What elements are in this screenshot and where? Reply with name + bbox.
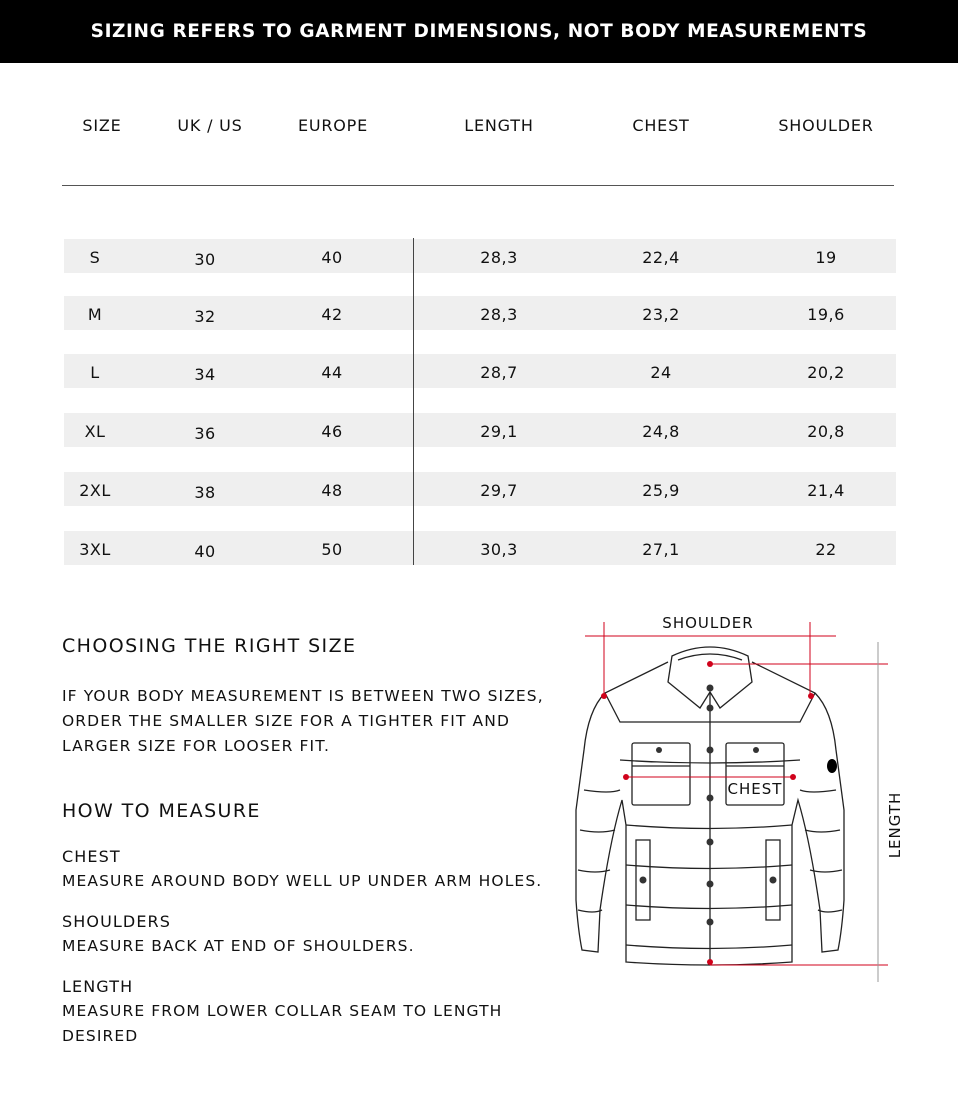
length-text (62, 999, 502, 1049)
cell-europe: 50 (321, 540, 343, 559)
chest-text: MEASURE AROUND BODY WELL UP UNDER ARM HOLES. (62, 872, 543, 890)
cell-size: XL (84, 422, 106, 441)
choosing-line: ORDER THE SMALLER SIZE FOR A TIGHTER FIT AND (62, 712, 510, 730)
shoulders-label: SHOULDERS (62, 912, 172, 931)
chest-label: CHEST (62, 847, 121, 866)
length-line: MEASURE FROM LOWER COLLAR SEAM TO LENGTH (62, 1002, 503, 1020)
header-uk-us: UK / US (177, 116, 243, 135)
cell-uk-us: 40 (194, 542, 216, 561)
how-to-measure-title: HOW TO MEASURE (62, 800, 261, 822)
cell-europe: 40 (321, 248, 343, 267)
cell-chest: 22,4 (642, 248, 680, 267)
cell-length: 28,3 (480, 305, 518, 324)
cell-uk-us: 34 (194, 365, 216, 384)
cell-chest: 25,9 (642, 481, 680, 500)
choosing-line: LARGER SIZE FOR LOOSER FIT. (62, 737, 330, 755)
shoulder-label: SHOULDER (662, 614, 754, 632)
cell-europe: 46 (321, 422, 343, 441)
left-chest-pocket (632, 743, 690, 805)
cell-length: 30,3 (480, 540, 518, 559)
cell-length: 28,7 (480, 363, 518, 382)
cell-shoulder: 21,4 (807, 481, 845, 500)
cell-uk-us: 36 (194, 424, 216, 443)
chest-label-diagram: CHEST (727, 780, 783, 798)
jacket-diagram (560, 600, 904, 1000)
choosing-text (62, 684, 544, 759)
cell-europe: 44 (321, 363, 343, 382)
cell-chest: 27,1 (642, 540, 680, 559)
header-divider (62, 185, 894, 186)
cell-size: 3XL (79, 540, 111, 559)
header-length: LENGTH (464, 116, 534, 135)
table-row (64, 472, 896, 506)
header-size: SIZE (82, 116, 122, 135)
cell-chest: 23,2 (642, 305, 680, 324)
cell-uk-us: 38 (194, 483, 216, 502)
table-row (64, 354, 896, 388)
cell-europe: 42 (321, 305, 343, 324)
cell-length: 28,3 (480, 248, 518, 267)
table-row (64, 296, 896, 330)
table-row (64, 413, 896, 447)
table-row (64, 239, 896, 273)
cell-shoulder: 19,6 (807, 305, 845, 324)
length-label: LENGTH (62, 977, 134, 996)
choosing-line: IF YOUR BODY MEASUREMENT IS BETWEEN TWO SIZES, (62, 687, 544, 705)
length-label-diagram: LENGTH (886, 791, 904, 859)
length-line: DESIRED (62, 1027, 139, 1045)
cell-size: L (90, 363, 100, 382)
cell-size: 2XL (79, 481, 111, 500)
header-shoulder: SHOULDER (778, 116, 874, 135)
choosing-title: CHOOSING THE RIGHT SIZE (62, 635, 357, 657)
cell-length: 29,1 (480, 422, 518, 441)
cell-shoulder: 22 (815, 540, 837, 559)
header-europe: EUROPE (297, 116, 369, 135)
cell-chest: 24,8 (642, 422, 680, 441)
cell-uk-us: 30 (194, 250, 216, 269)
sizing-banner: SIZING REFERS TO GARMENT DIMENSIONS, NOT BODY MEASUREMENTS (0, 0, 958, 63)
cell-size: S (89, 248, 101, 267)
table-row (64, 531, 896, 565)
shoulders-text: MEASURE BACK AT END OF SHOULDERS. (62, 937, 415, 955)
cell-europe: 48 (321, 481, 343, 500)
cell-shoulder: 20,2 (807, 363, 845, 382)
cell-size: M (87, 305, 103, 324)
cell-chest: 24 (650, 363, 672, 382)
cell-shoulder: 19 (815, 248, 837, 267)
cell-shoulder: 20,8 (807, 422, 845, 441)
cell-uk-us: 32 (194, 307, 216, 326)
column-divider (413, 238, 414, 565)
cell-length: 29,7 (480, 481, 518, 500)
header-chest: CHEST (632, 116, 690, 135)
